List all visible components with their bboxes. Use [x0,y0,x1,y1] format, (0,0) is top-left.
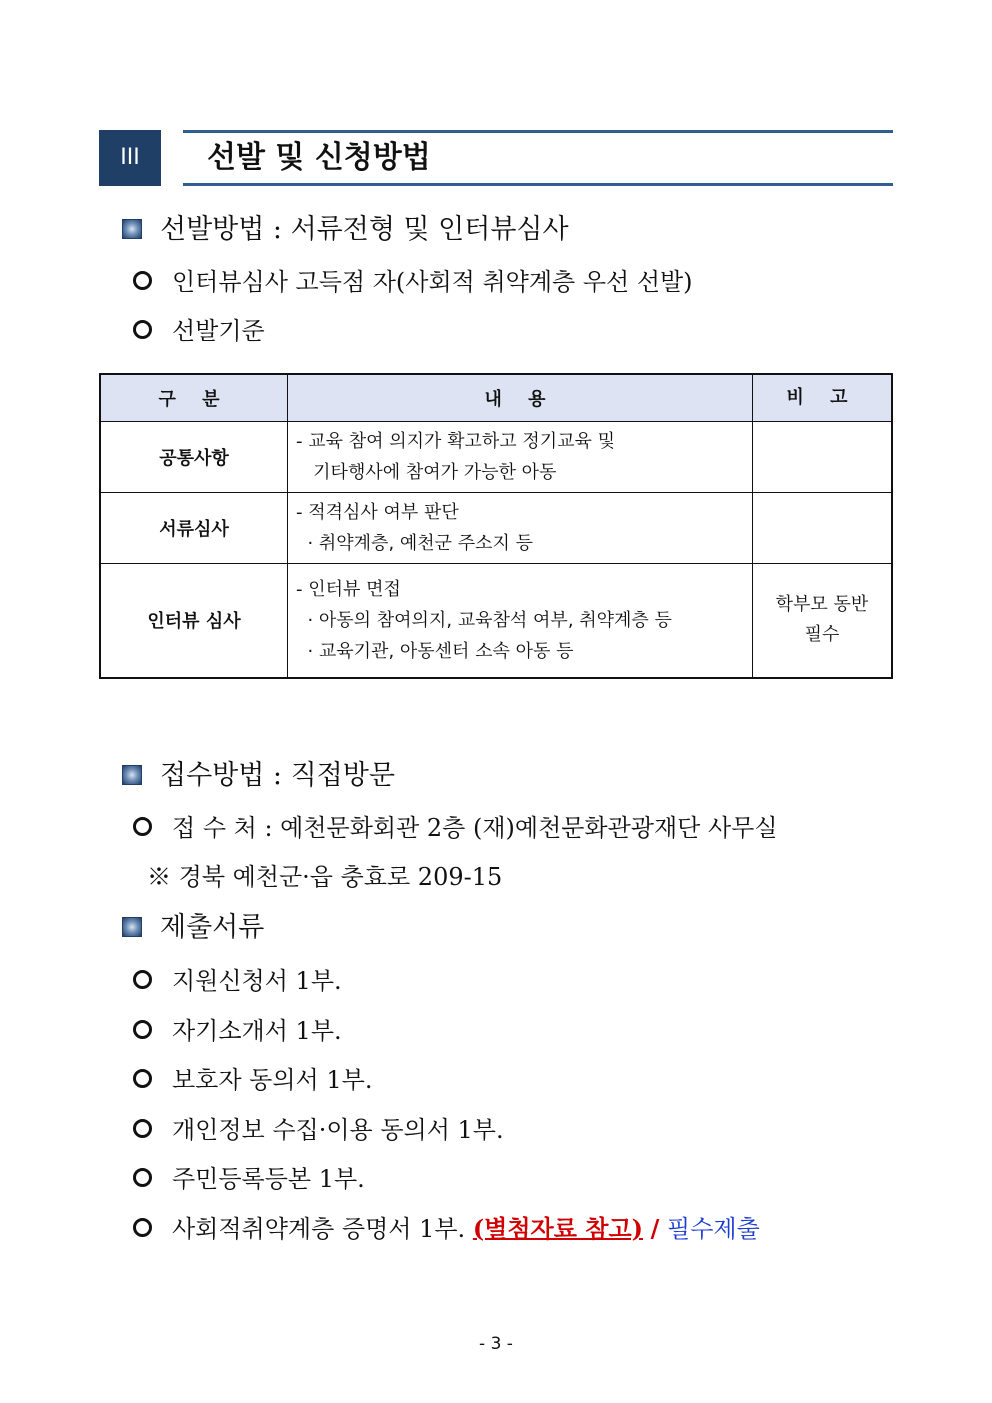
section-title: 선발 및 신청방법 [207,140,431,175]
row-content: - 적격심사 여부 판단 · 취약계층, 예천군 주소지 등 [288,493,753,564]
row-note [753,422,893,493]
circle-bullet-icon [133,1069,152,1088]
row-note: 학부모 동반 필수 [753,564,893,678]
selection-bullet-2: 선발기준 [133,315,265,347]
square-bullet-icon [122,765,142,785]
document-item: 개인정보 수집·이용 동의서 1부. [133,1114,504,1146]
required-label: 필수제출 [667,1215,760,1243]
reception-place: 접 수 처 : 예천문화회관 2층 (재)예천문화관광재단 사무실 [133,812,778,844]
section-header [99,130,893,186]
square-bullet-icon [122,917,142,937]
circle-bullet-icon [133,1218,152,1237]
row-category: 공통사항 [100,422,288,493]
criteria-table [99,373,893,679]
document-item: 자기소개서 1부. [133,1015,342,1047]
selection-heading: 선발방법 : 서류전형 및 인터뷰심사 [122,212,569,248]
circle-bullet-icon [133,271,152,290]
row-note [753,493,893,564]
row-content: - 교육 참여 의지가 확고하고 정기교육 및 기타행사에 참여가 가능한 아동 [288,422,753,493]
table-row [100,422,892,493]
section-number: III [99,130,161,186]
separator: / [650,1214,660,1243]
table-row [100,493,892,564]
documents-heading: 제출서류 [122,910,264,946]
document-item-last: 사회적취약계층 증명서 1부. (별첨자료 참고) / 필수제출 [133,1213,760,1245]
page-number: - 3 - [479,1334,513,1354]
attachment-reference: (별첨자료 참고) [472,1214,643,1243]
circle-bullet-icon [133,1119,152,1138]
reception-heading: 접수방법 : 직접방문 [122,758,395,794]
reception-address: ※ 경북 예천군·읍 충효로 209-15 [147,863,503,891]
square-bullet-icon [122,219,142,239]
table-header-row [100,374,892,422]
circle-bullet-icon [133,970,152,989]
row-category: 서류심사 [100,493,288,564]
circle-bullet-icon [133,1020,152,1039]
circle-bullet-icon [133,817,152,836]
circle-bullet-icon [133,1168,152,1187]
row-content: - 인터뷰 면접 · 아동의 참여의지, 교육참석 여부, 취약계층 등 · 교육기관, 아동센터 소속 아동 등 [288,564,753,678]
selection-bullet-1: 인터뷰심사 고득점 자(사회적 취약계층 우선 선발) [133,266,693,298]
document-item: 지원신청서 1부. [133,965,342,997]
header-content: 내 용 [288,374,753,422]
row-category: 인터뷰 심사 [100,564,288,678]
table-row [100,564,892,678]
header-category: 구 분 [100,374,288,422]
header-note: 비 고 [753,374,893,422]
document-item: 주민등록등본 1부. [133,1163,365,1195]
circle-bullet-icon [133,320,152,339]
document-item: 보호자 동의서 1부. [133,1064,372,1096]
section-rule-bottom [183,183,893,186]
